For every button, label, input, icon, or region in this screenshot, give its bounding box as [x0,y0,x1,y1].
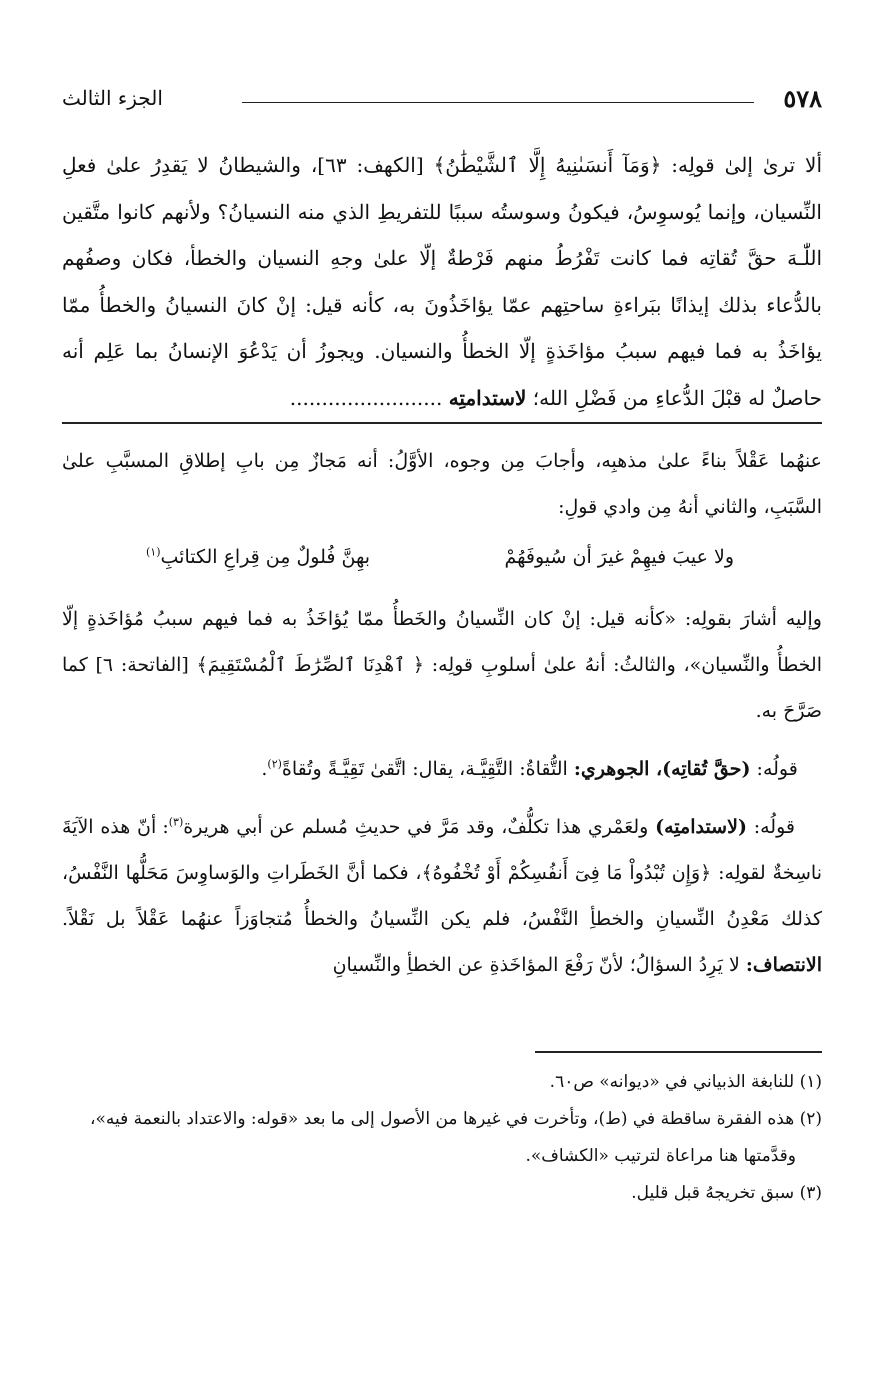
commentary [62,438,822,988]
verse-second-hemistich-text: بهِنَّ فُلولٌ مِن قِراعِ الكتائبِ [160,546,371,568]
p3-end: . [261,758,268,780]
main-lead-bold: لاستدامتِه [448,385,527,410]
p4-text-1: ولعَمْري هذا تكلُّفٌ، وقد مَرَّ في حديثِ مُسلم عن أبي هريرة [183,816,656,838]
page-number: ٥٧٨ [783,84,822,113]
footnote-ref-1[interactable]: (١) [146,545,161,559]
p3-bold: (حقَّ تُقاتِه)، الجوهري: [573,758,751,780]
footnote-ref-3[interactable]: (٣) [168,815,184,829]
footnote-2 [62,1103,822,1136]
p4-text-2: : أنّ هذه الآيَةَ ناسِخةٌ لقولِه: ﴿وَإِن تُبْدُواْ مَا فِىٓ أَنفُسِكُمْ أَوْ تُخْفُوهُ﴾، فكما أنَّ الخَطَراتِ والوَساوِسَ مَحَلُّها النَّفْسُ، كذلك مَعْدِنُ النِّسيانِ والخطأِ النَّفْسُ، فلم يكن النِّسيانُ والخطأُ مُتجاوَزاً عنهُما عَقْلاً بل نَقْلاً. [62,816,822,930]
footnote-divider [535,1051,822,1053]
footnote-2-text: (٢) هذه الفقرة ساقطة في (ط)، وتأخرت في غيرها من الأصول إلى ما بعد «قوله: والاعتداد بالنعمة فيه»، [89,1109,822,1129]
p3-text: التُّقاةُ: التَّقِيَّـة، يقال: اتَّقىٰ تَقِيَّـةً وتُقاةً [281,758,574,780]
continuation-dots: ........................ [289,385,443,410]
commentary-paragraph-4 [62,804,822,988]
page-header [62,82,822,122]
p4-bold-1: (لاستدامتِه) [655,816,747,838]
p4-text-3: لا يَرِدُ السؤالُ؛ لأنّ رَفْعَ المؤاخَذةِ عن الخطأِ والنِّسيانِ [332,954,746,976]
commentary-paragraph-2: وإليه أشارَ بقولِه: «كأنه قيل: إنْ كان النِّسيانُ والخَطأُ ممّا يُؤاخَذُ به فما فيهم سببُ مُؤاخَذةٍ إلّا الخطأُ والنِّسيان»، والثالثُ: أنهُ علىٰ أسلوبِ قولِه: ﴿ ٱهْدِنَا ٱلصِّرَٰطَ ٱلْمُسْتَقِيمَ﴾ [الفاتحة: ٦] كما صَرَّحَ به. [62,608,822,722]
main-text [62,142,822,421]
verse-first-hemistich: ولا عيبَ فيهِمْ غيرَ أن سُيوفَهُمْ [504,546,734,568]
main-text-divider [62,422,822,424]
verse-second-hemistich [146,534,370,580]
footnote-2-continuation: وقدَّمتها هنا مراعاة لترتيب «الكشاف». [525,1146,796,1166]
footnote-ref-2[interactable]: (٢) [267,757,282,771]
volume-title: الجزء الثالث [62,86,163,110]
commentary-paragraph-3 [62,746,822,792]
p4-bold-2: الانتصاف: [745,954,822,976]
p4-lead: قولُه: [746,816,795,838]
header-rule [242,102,754,103]
footnote-3: (٣) سبق تخريجهُ قبل قليل. [631,1183,822,1203]
poetry-verse [62,534,822,580]
main-paragraph-text: ألا ترىٰ إلىٰ قولِه: ﴿وَمَآ أَنسَىٰنِيهُ إِلَّا ٱلشَّيْطَٰنُ﴾ [الكهف: ٦٣]، والشيطانُ لا يَقدِرُ علىٰ فعلِ النِّسيان، وإنما يُوسوِسُ، فيكونُ وسوستُه سببًا للتفريطِ الذي منه النسيانُ؟ ولأنهم كانوا متَّقين اللّٰـهَ حقَّ تُقاتِه فما كانت تَفْرُطُ منهم فَرْطةٌ إلّا علىٰ وجهِ النسيان والخطأ، فكان وصفُهم بالدُّعاء بذلك إيذانًا ببَراءةِ ساحتِهم عمّا يؤاخَذُونَ به، كأنه قيل: إنْ كانَ النسيانُ والخطأُ ممّا يؤاخَذُ به فما فيهم سببُ مؤاخَذةٍ إلّا الخطأُ والنسيان. ويجوزُ أن يَدْعُوَ الإنسانُ بما عَلِم أنه حاصلٌ له قبْلَ الدُّعاءِ من فَضْلِ الله؛ [62,153,822,410]
commentary-paragraph-1: عنهُما عَقْلاً بناءً علىٰ مذهبِه، وأجابَ مِن وجوه، الأوَّلُ: أنه مَجازٌ مِن بابِ إطلاقِ المسبَّبِ علىٰ السَّبَبِ، والثاني أنهُ مِن وادي قولِ: [62,450,823,518]
footnote-1: (١) للنابغة الذبياني في «ديوانه» ص٦٠. [549,1072,822,1092]
footnotes [62,1066,822,1214]
p3-lead: قولُه: [750,758,798,780]
main-paragraph [62,142,822,421]
